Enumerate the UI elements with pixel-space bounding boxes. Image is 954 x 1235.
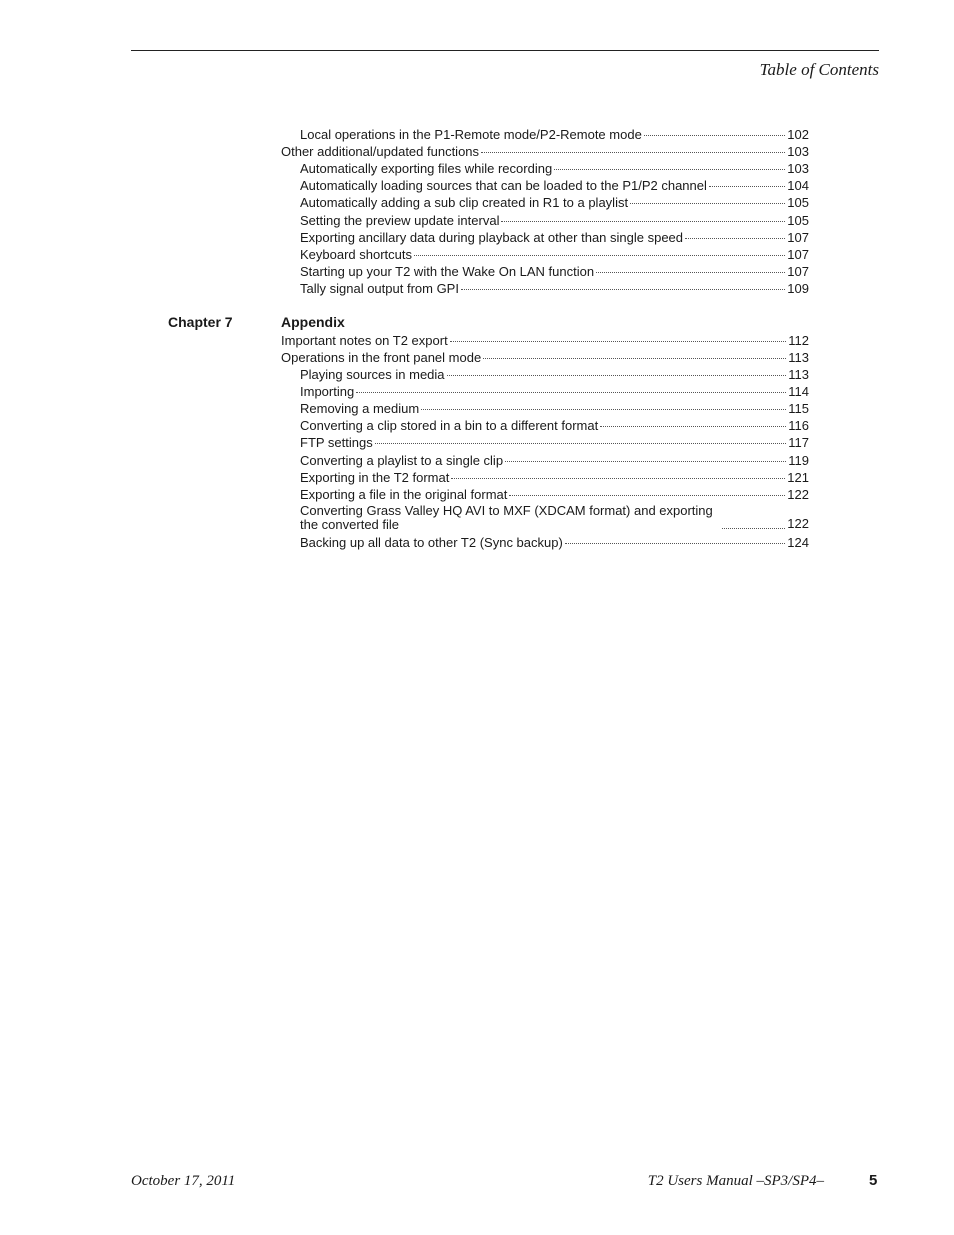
toc-entry-page: 116	[788, 418, 809, 433]
toc-entry-page: 112	[788, 333, 809, 348]
dot-leader	[421, 409, 786, 410]
toc-entry-label: Removing a medium	[300, 401, 420, 416]
toc-entry[interactable]	[300, 418, 809, 434]
toc-entry-page: 109	[787, 281, 809, 296]
dot-leader	[600, 426, 786, 427]
dot-leader	[554, 169, 785, 170]
dot-leader	[644, 135, 786, 136]
toc-entry-label: Important notes on T2 export	[281, 333, 448, 348]
footer-manual-title: T2 Users Manual –SP3/SP4–	[647, 1173, 824, 1189]
toc-entry-label: FTP settings	[300, 435, 373, 450]
toc-entry-page: 122	[787, 516, 809, 531]
chapter-title[interactable]: Appendix	[281, 314, 345, 330]
toc-entry-label: Playing sources in media	[300, 367, 445, 382]
toc-entry[interactable]	[281, 350, 809, 366]
toc-entry-label: Automatically exporting files while recording	[300, 161, 553, 176]
toc-entry-page: 104	[787, 178, 809, 193]
toc-entry[interactable]	[281, 333, 809, 349]
footer-date: October 17, 2011	[131, 1173, 236, 1189]
toc-entry-label: Keyboard shortcuts	[300, 247, 413, 262]
toc-entry[interactable]	[300, 435, 809, 451]
toc-entry-label: Local operations in the P1-Remote mode/P2-Remote mode	[300, 127, 642, 142]
toc-entry-label: Operations in the front panel mode	[281, 350, 482, 365]
toc-entry-label: Starting up your T2 with the Wake On LAN function	[300, 264, 595, 279]
toc-entry[interactable]	[300, 401, 809, 417]
toc-entry[interactable]	[300, 384, 809, 400]
toc-entry-page: 113	[788, 350, 809, 365]
dot-leader	[450, 341, 787, 342]
toc-entry-page: 102	[787, 127, 809, 142]
dot-leader	[483, 358, 786, 359]
toc-entry-label: Importing	[300, 384, 355, 399]
toc-entry[interactable]	[300, 367, 809, 383]
toc-entry-label: Automatically loading sources that can be loaded to the P1/P2 channel	[300, 178, 707, 193]
dot-leader	[630, 203, 785, 204]
dot-leader	[481, 152, 785, 153]
dot-leader	[375, 443, 787, 444]
dot-leader	[685, 238, 785, 239]
dot-leader	[414, 255, 785, 256]
toc-entry-label: Tally signal output from GPI	[300, 281, 459, 296]
toc-entry-page: 105	[787, 213, 809, 228]
toc-entry-page: 107	[787, 247, 809, 262]
toc-entry-page: 124	[787, 535, 809, 550]
toc-entry-page: 107	[787, 230, 809, 245]
toc-entry-page: 119	[788, 453, 809, 468]
toc-entry[interactable]	[300, 178, 809, 194]
toc-entry[interactable]	[300, 281, 809, 297]
toc-entry[interactable]	[300, 470, 809, 486]
dot-leader	[356, 392, 786, 393]
header-rule	[131, 50, 879, 51]
chapter-number: Chapter 7	[168, 314, 233, 330]
toc-entry-label: Exporting ancillary data during playback at other than single speed	[300, 230, 684, 245]
toc-entry[interactable]	[300, 504, 809, 532]
toc-entry[interactable]	[300, 230, 809, 246]
dot-leader	[509, 495, 785, 496]
dot-leader	[451, 478, 785, 479]
toc-entry[interactable]	[300, 264, 809, 280]
toc-entry-page: 122	[787, 487, 809, 502]
toc-entry[interactable]	[300, 127, 809, 143]
toc-entry-page: 121	[787, 470, 809, 485]
toc-entry-label: Setting the preview update interval	[300, 213, 500, 228]
page-header-title: Table of Contents	[759, 60, 879, 79]
dot-leader	[501, 221, 785, 222]
toc-entry[interactable]	[300, 247, 809, 263]
toc-entry[interactable]	[300, 453, 809, 469]
dot-leader	[722, 528, 785, 529]
toc-entry-label: Exporting in the T2 format	[300, 470, 450, 485]
toc-entry-label: Converting Grass Valley HQ AVI to MXF (XDCAM format) and exporting the converted file	[300, 503, 713, 532]
toc-entry-page: 107	[787, 264, 809, 279]
dot-leader	[709, 186, 785, 187]
toc-entry-label: Other additional/updated functions	[281, 144, 480, 159]
dot-leader	[565, 543, 785, 544]
dot-leader	[596, 272, 785, 273]
toc-entry[interactable]	[300, 535, 809, 551]
toc-entry-label: Backing up all data to other T2 (Sync backup)	[300, 535, 563, 550]
toc-entry[interactable]	[300, 161, 809, 177]
dot-leader	[505, 461, 786, 462]
dot-leader	[461, 289, 785, 290]
toc-entry-label: Automatically adding a sub clip created in R1 to a playlist	[300, 195, 629, 210]
footer-page-number: 5	[869, 1172, 878, 1189]
toc-entry-page: 105	[787, 195, 809, 210]
toc-entry-page: 115	[788, 401, 809, 416]
toc-entry-label: Exporting a file in the original format	[300, 487, 508, 502]
toc-entry-page: 114	[788, 384, 809, 399]
toc-entry[interactable]	[300, 487, 809, 503]
toc-entry-page: 117	[788, 435, 809, 450]
toc-entry-label: Converting a playlist to a single clip	[300, 453, 504, 468]
toc-entry-page: 113	[788, 367, 809, 382]
toc-entry-label: Converting a clip stored in a bin to a different format	[300, 418, 599, 433]
toc-entry[interactable]	[300, 213, 809, 229]
toc-entry-page: 103	[787, 144, 809, 159]
toc-entry-page: 103	[787, 161, 809, 176]
toc-entry[interactable]	[281, 144, 809, 160]
toc-entry[interactable]	[300, 195, 809, 211]
dot-leader	[447, 375, 787, 376]
